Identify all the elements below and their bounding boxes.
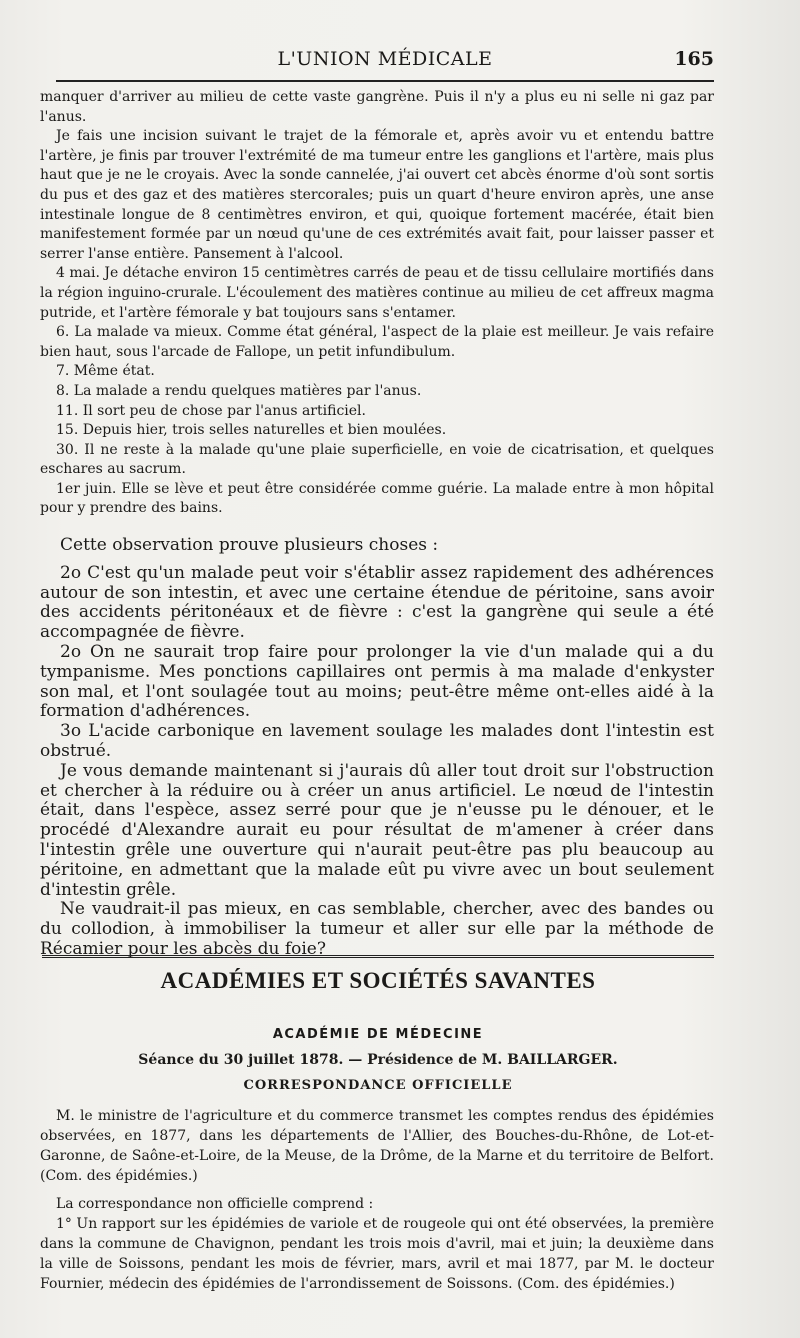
running-header xyxy=(56,46,714,76)
observation-paragraph: 2o C'est qu'un malade peut voir s'établir assez rapidement des adhérences autour de son intestin, et avec une certaine étendue de péritoine, sans avoir des accidents péritonéaux et de fièvre : c'est la gangrène qui seule a été accompagnée de fièvre. xyxy=(40,562,714,643)
correspondence-heading: CORRESPONDANCE OFFICIELLE xyxy=(243,1078,513,1093)
case-note: 8. La malade a rendu quelques matières par l'anus. xyxy=(56,382,422,399)
header-rule xyxy=(56,80,714,82)
section-rule xyxy=(42,955,714,958)
observation-paragraph: Cette observation prouve plusieurs choses : xyxy=(60,535,439,555)
case-note: 4 mai. Je détache environ 15 centimètres carrés de peau et de tissu cellulaire mortifiés dans la région inguino-crurale. L'écoulement des matières continue au milieu de cet affreux magma putride, et l'artère fémorale y bat toujours sans s'entamer. xyxy=(40,265,714,321)
academy-heading: ACADÉMIE DE MÉDECINE xyxy=(272,1027,484,1042)
case-note: 15. Depuis hier, trois selles naturelles et bien moulées. xyxy=(56,422,447,439)
case-note: 6. La malade va mieux. Comme état général, l'aspect de la plaie est meilleur. Je vais refaire bien haut, sous l'arcade de Fallope, un petit infundibulum. xyxy=(40,324,714,360)
case-note: 7. Même état. xyxy=(56,363,155,380)
case-note: manquer d'arriver au milieu de cette vaste gangrène. Puis il n'y a plus eu ni selle ni gaz par l'anus. xyxy=(40,89,714,125)
observation-text xyxy=(40,536,714,960)
observation-paragraph: 2o On ne saurait trop faire pour prolonger la vie d'un malade qui a du tympanisme. Mes ponctions capillaires ont permis à ma malade d'enkyster son mal, et l'ont soulagée tout au moins; peut-être même ont-elles aidé à la formation d'adhérences. xyxy=(40,641,714,722)
case-notes xyxy=(40,88,714,519)
case-note: 1er juin. Elle se lève et peut être considérée comme guérie. La malade entre à mon hôpital pour y prendre des bains. xyxy=(40,480,714,517)
journal-title: L'UNION MÉDICALE xyxy=(277,48,493,70)
case-note: 11. Il sort peu de chose par l'anus artificiel. xyxy=(56,402,366,419)
correspondence-paragraph: 1° Un rapport sur les épidémies de variole et de rougeole qui ont été observées, la première dans la commune de Chavignon, pendant les trois mois d'avril, mai et juin; la deuxième dans la ville de Soissons, pendant les mois de février, mars, avril et mai 1877, par M. le docteur Fournier, médecin des épidémies de l'arrondissement de Soissons. (Com. des épidémies.) xyxy=(40,1216,714,1292)
correspondence-paragraph: M. le ministre de l'agriculture et du commerce transmet les comptes rendus des épidémies observées, en 1877, dans les départements de l'Allier, des Bouches-du-Rhône, de Lot-et-Garonne, de Saône-et-Loire, de la Meuse, de la Drôme, de la Marne et du territoire de Belfort. (Com. des épidémies.) xyxy=(40,1108,714,1184)
session-line: Séance du 30 juillet 1878. — Présidence de M. BAILLARGER. xyxy=(138,1052,618,1068)
case-note: 30. Il ne reste à la malade qu'une plaie superficielle, en voie de cicatrisation, et quelques eschares au sacrum. xyxy=(40,441,714,478)
observation-paragraph: 3o L'acide carbonique en lavement soulage les malades dont l'intestin est obstrué. xyxy=(40,721,714,761)
observation-paragraph: Ne vaudrait-il pas mieux, en cas semblable, chercher, avec des bandes ou du collodion, à immobiliser la tumeur et aller sur elle par la méthode de Récamier pour les abcès du foie? xyxy=(40,899,714,959)
case-note: Je fais une incision suivant le trajet de la fémorale et, après avoir vu et entendu battre l'artère, je finis par trouver l'extrémité de ma tumeur entre les ganglions et l'artère, mais plus haut que je ne le croyais. Avec la sonde cannelée, j'ai ouvert cet abcès énorme d'où sont sortis du pus et des gaz et des matières stercorales; puis un quart d'heure environ après, une anse intestinale longue de 8 centimètres environ, et qui, quoique fortement macérée, était bien manifestement formée par un nœud qu'une de ces extrémités avait fait, pour laisser passer et serrer l'anse entière. Pansement à l'alcool. xyxy=(40,128,714,262)
observation-paragraph: Je vous demande maintenant si j'aurais dû aller tout droit sur l'obstruction et chercher à la réduire ou à créer un anus artificiel. Le nœud de l'intestin était, dans l'espèce, assez serré pour que je n'eusse pu le dénouer, et le procédé d'Alexandre aurait eu pour résultat de m'amener à créer dans l'intestin grêle une ouverture qui n'aurait peut-être pas plu beaucoup au péritoine, en admettant que la malade eût pu vivre avec un bout seulement d'intestin grêle. xyxy=(40,760,714,900)
page-number: 165 xyxy=(674,48,714,70)
correspondence-text xyxy=(40,1106,714,1294)
section-title: ACADÉMIES ET SOCIÉTÉS SAVANTES xyxy=(160,968,596,993)
correspondence-paragraph: La correspondance non officielle comprend : xyxy=(56,1196,374,1212)
